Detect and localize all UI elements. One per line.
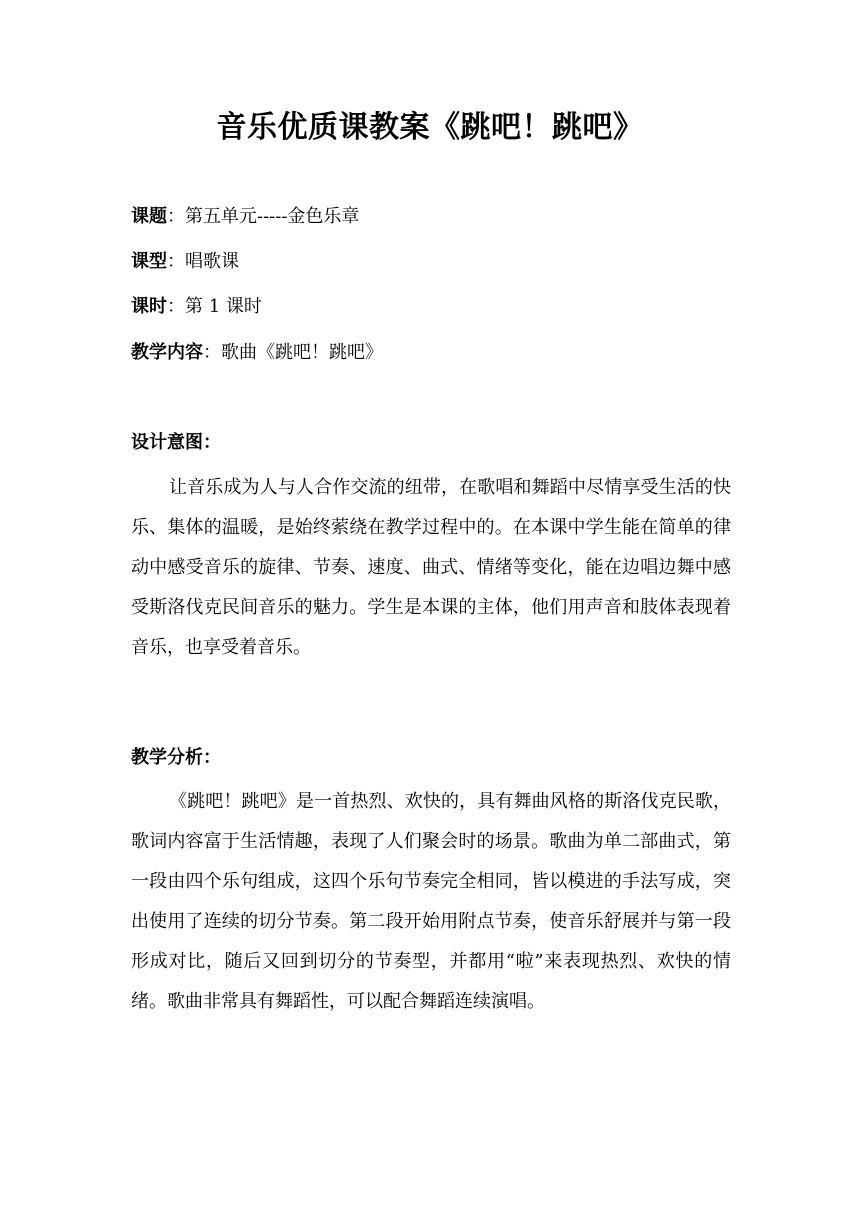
- meta-value: 第五单元-----金色乐章: [185, 206, 360, 227]
- meta-topic: [131, 205, 359, 229]
- meta-key: 教学内容: [131, 342, 203, 363]
- page-title: 音乐优质课教案《跳吧！跳吧》: [216, 110, 644, 145]
- meta-separator: ：: [167, 251, 185, 272]
- meta-value: 第 1 课时: [185, 296, 262, 317]
- meta-key: 课型: [131, 251, 167, 272]
- meta-key: 课题: [131, 206, 167, 227]
- meta-key: 课时: [131, 296, 167, 317]
- meta-separator: ：: [203, 342, 221, 363]
- meta-class-period: [131, 295, 262, 319]
- meta-teaching-content: [131, 341, 383, 365]
- meta-separator: ：: [167, 206, 185, 227]
- meta-lesson-type: [131, 250, 239, 274]
- meta-separator: ：: [167, 296, 185, 317]
- section-body-design-intent: 让音乐成为人与人合作交流的纽带，在歌唱和舞蹈中尽情享受生活的快乐、集体的温暖，是始终萦绕在教学过程中的。在本课中学生能在简单的律动中感受音乐的旋律、节奏、速度、曲式、情绪等变化，能在边唱边舞中感受斯洛伐克民间音乐的魅力。学生是本课的主体，他们用声音和肢体表现着音乐，也享受着音乐。: [131, 477, 731, 658]
- section-heading-teaching-analysis: 教学分析：: [131, 747, 221, 768]
- meta-value: 歌曲《跳吧！跳吧》: [221, 342, 383, 363]
- section-heading-design-intent: 设计意图：: [131, 432, 221, 453]
- meta-value: 唱歌课: [185, 251, 239, 272]
- section-body-teaching-analysis: 《跳吧！跳吧》是一首热烈、欢快的，具有舞曲风格的斯洛伐克民歌，歌词内容富于生活情趣，表现了人们聚会时的场景。歌曲为单二部曲式，第一段由四个乐句组成，这四个乐句节奏完全相同，皆以模进的手法写成，突出使用了连续的切分节奏。第二段开始用附点节奏，使音乐舒展并与第一段形成对比，随后又回到切分的节奏型，并都用“啦”来表现热烈、欢快的情绪。歌曲非常具有舞蹈性，可以配合舞蹈连续演唱。: [131, 791, 731, 1012]
